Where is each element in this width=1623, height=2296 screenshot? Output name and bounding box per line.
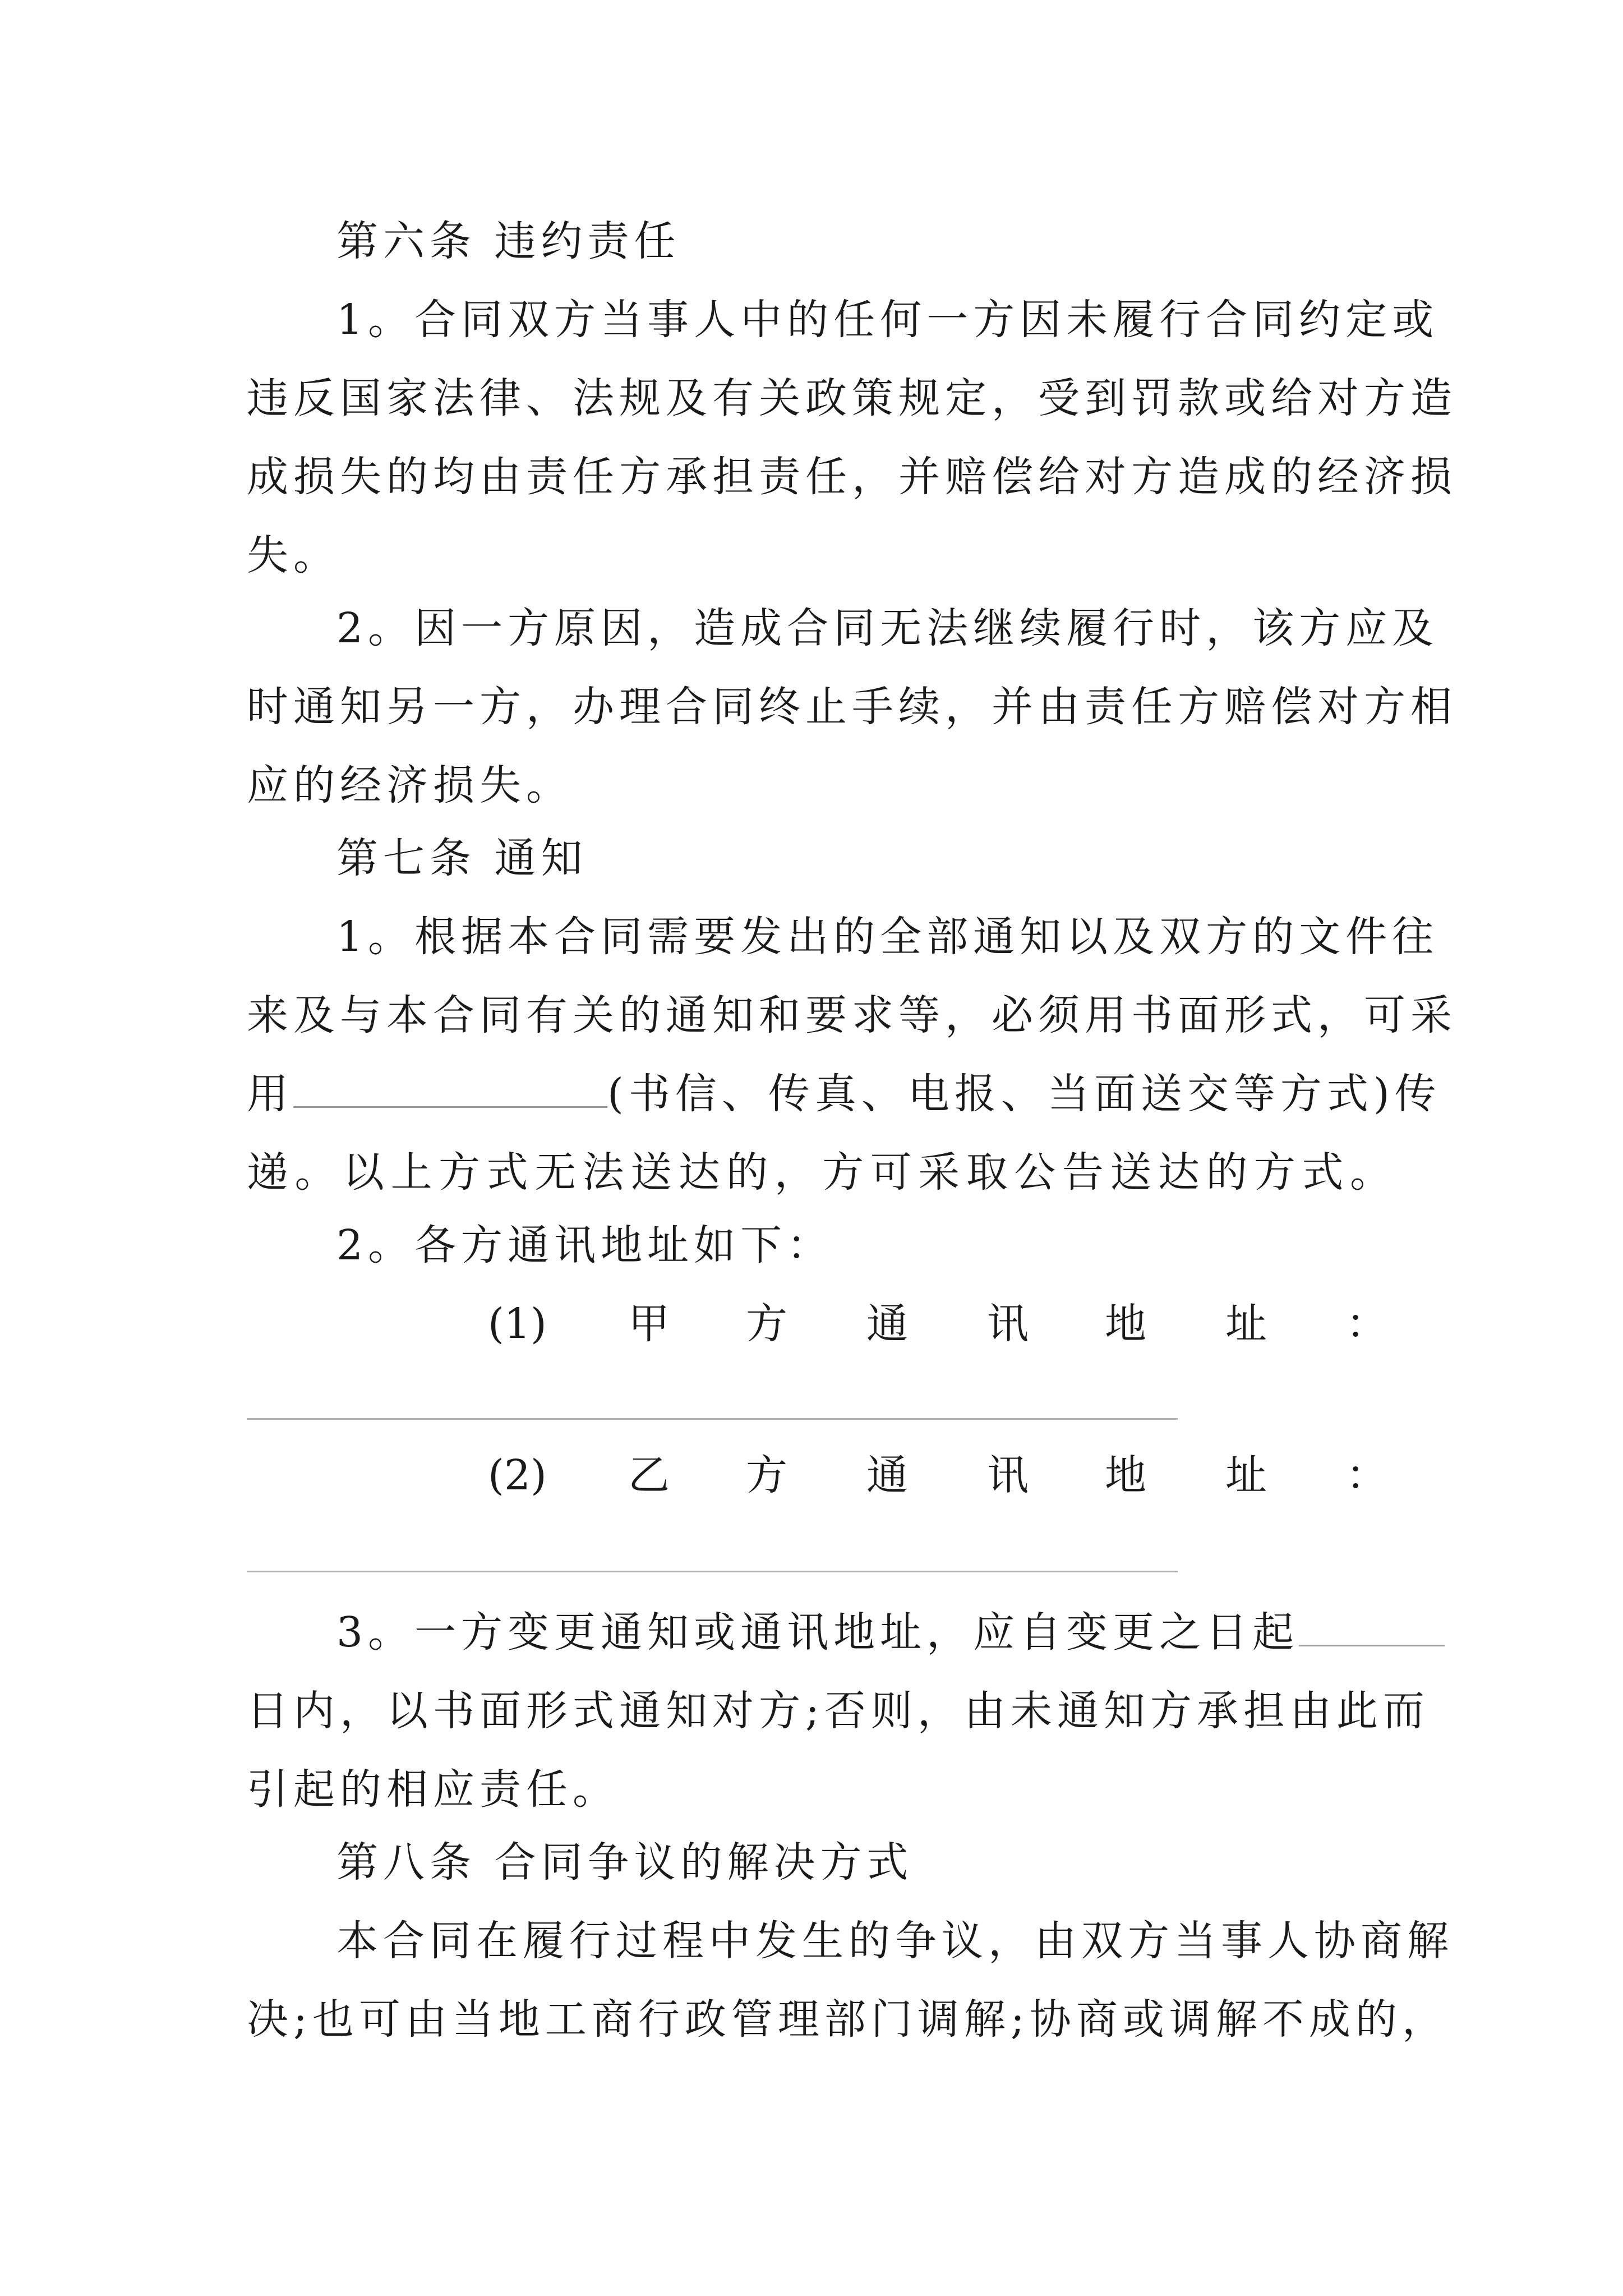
party-a-address-label	[247, 1296, 1396, 1352]
party-a-char-6: 址	[1225, 1300, 1267, 1348]
article7-p3-line1-text: 3。一方变更通知或通讯地址，应自变更之日起	[336, 1608, 1299, 1657]
party-a-char-5: 地	[1105, 1300, 1146, 1348]
party-b-num: (2)	[488, 1451, 547, 1499]
article7-p1-line3-suffix: (书信、传真、电报、当面送交等方式)传	[607, 1070, 1441, 1118]
article8-heading: 第八条 合同争议的解决方式	[336, 1838, 914, 1887]
party-a-char-3: 通	[866, 1300, 908, 1348]
notice-method-blank	[293, 1067, 607, 1108]
article6-p2-line2: 时通知另一方，办理合同终止手续，并由责任方赔偿对方相	[247, 683, 1457, 731]
article7-p1-line1: 1。根据本合同需要发出的全部通知以及双方的文件往	[336, 913, 1439, 961]
party-b-char-3: 通	[866, 1451, 908, 1499]
article7-p2: 2。各方通讯地址如下：	[336, 1221, 834, 1269]
party-b-char-5: 地	[1105, 1451, 1146, 1499]
party-a-address-blank	[247, 1418, 1178, 1420]
party-b-char-1: 乙	[628, 1451, 670, 1499]
article7-p1-line3	[247, 1066, 1441, 1122]
party-b-char-4: 讯	[987, 1451, 1029, 1499]
party-a-num: (1)	[488, 1300, 547, 1348]
change-days-blank	[1299, 1605, 1445, 1646]
article6-p2-line1: 2。因一方原因，造成合同无法继续履行时，该方应及	[336, 604, 1439, 652]
article6-p1-line2: 违反国家法律、法规及有关政策规定，受到罚款或给对方造	[247, 374, 1457, 422]
article6-p1-line4: 失。	[247, 531, 340, 579]
article7-heading: 第七条 通知	[336, 834, 588, 882]
article8-p1-line1: 本合同在履行过程中发生的争议，由双方当事人协商解	[336, 1917, 1454, 1965]
article7-p3-line2: 日内，以书面形式通知对方;否则，由未通知方承担由此而	[247, 1687, 1430, 1735]
party-a-char-2: 方	[746, 1300, 787, 1348]
article7-p1-line3-prefix: 用	[247, 1070, 293, 1118]
article7-p1-line2: 来及与本合同有关的通知和要求等，必须用书面形式，可采	[247, 991, 1457, 1039]
article6-heading: 第六条 违约责任	[336, 217, 681, 265]
party-a-char-1: 甲	[628, 1300, 670, 1348]
article8-p1-line2: 决;也可由当地工商行政管理部门调解;协商或调解不成的，	[247, 1995, 1449, 2044]
article7-p1-line4: 递。以上方式无法送达的，方可采取公告送达的方式。	[247, 1148, 1396, 1197]
article6-p1-line3: 成损失的均由责任方承担责任，并赔偿给对方造成的经济损	[247, 453, 1457, 501]
party-b-address-blank	[247, 1571, 1178, 1572]
party-b-address-label	[247, 1447, 1396, 1503]
party-a-char-4: 讯	[987, 1300, 1029, 1348]
party-b-char-2: 方	[746, 1451, 787, 1499]
article7-p3-line1	[336, 1604, 1396, 1660]
party-a-colon: ：	[1346, 1300, 1387, 1348]
article6-p1-line1: 1。合同双方当事人中的任何一方因未履行合同约定或	[336, 296, 1439, 344]
article7-p3-line3: 引起的相应责任。	[247, 1765, 619, 1814]
party-b-char-6: 址	[1225, 1451, 1267, 1499]
article6-p2-line3: 应的经济损失。	[247, 761, 573, 809]
party-b-colon: ：	[1346, 1451, 1387, 1499]
